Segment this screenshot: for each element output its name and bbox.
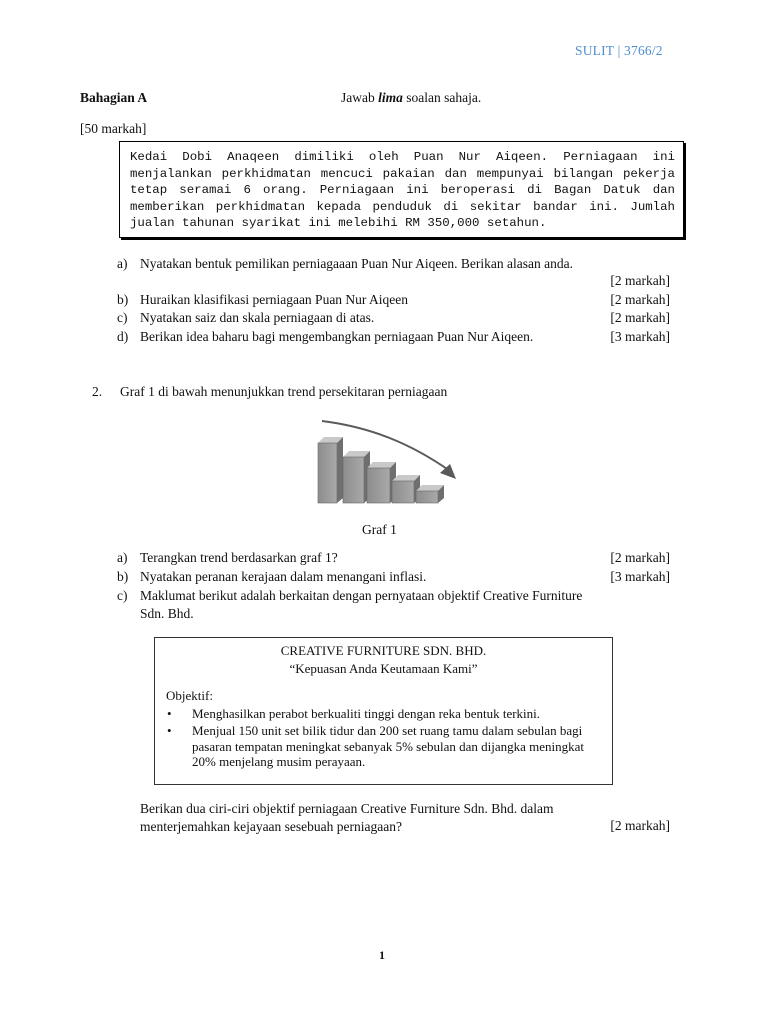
q2-stem: Graf 1 di bawah menunjukkan trend persekitaran perniagaan (120, 384, 448, 399)
q1-marks: [2 markah] (610, 292, 670, 307)
objective-label: Objektif: (166, 688, 213, 703)
q2-number: 2. (92, 384, 103, 399)
section-instruction: Jawab lima soalan sahaja. (341, 90, 482, 105)
q2-final-question (140, 800, 670, 836)
q2-marks: [3 markah] (610, 569, 670, 584)
case-study-text: Kedai Dobi Anaqeen dimiliki oleh Puan Nur Aiqeen. Perniagaan ini menjalankan perkhidmatan mencuci pakaian dan mempunyai bilangan pekerja tetap seramai 6 orang. Perniagaan ini beroperasi di Bagan Datuk dan memberikan perkhidmatan kepada penduduk di sekitar bandar ini. Jumlah jualan tahunan syarikat ini melebihi RM 350,000 setahun. (130, 150, 675, 231)
q2-letter: c) (117, 588, 128, 603)
q2-text: Sdn. Bhd. (140, 606, 194, 621)
q1-letter: d) (117, 329, 129, 344)
graph-caption: Graf 1 (362, 522, 397, 537)
q1-letter: c) (117, 310, 128, 325)
q2-letter: a) (117, 550, 128, 565)
q1-text: Berikan idea baharu bagi mengembangkan perniagaan Puan Nur Aiqeen. (140, 329, 534, 344)
final-question-line: Berikan dua ciri-ciri objektif perniagaan Creative Furniture Sdn. Bhd. dalam (140, 801, 554, 816)
q1-letter: b) (117, 292, 129, 307)
q1-text: Huraikan klasifikasi perniagaan Puan Nur Aiqeen (140, 292, 409, 307)
company-name: CREATIVE FURNITURE SDN. BHD. (280, 643, 487, 658)
company-motto: “Kepuasan Anda Keutamaan Kami” (289, 661, 478, 676)
q1-marks: [2 markah] (610, 310, 670, 325)
q1-text: Nyatakan saiz dan skala perniagaan di atas. (140, 310, 375, 325)
bullet-icon: • (167, 723, 172, 738)
page-number: 1 (379, 948, 385, 962)
q2-text: Maklumat berikut adalah berkaitan dengan pernyataan objektif Creative Furniture (140, 588, 583, 603)
q2-final-marks: [2 markah] (610, 818, 670, 833)
q2-text: Nyatakan peranan kerajaan dalam menangani inflasi. (140, 569, 427, 584)
document-header: SULIT | 3766/2 (575, 43, 663, 58)
q1-text: Nyatakan bentuk pemilikan perniagaaan Puan Nur Aiqeen. Berikan alasan anda. (140, 256, 573, 271)
q1-letter: a) (117, 256, 128, 271)
q2-marks: [2 markah] (610, 550, 670, 565)
q2-letter: b) (117, 569, 129, 584)
bullet-icon: • (167, 706, 172, 721)
q1-marks: [3 markah] (610, 329, 670, 344)
graph-bars (318, 437, 444, 503)
q1-marks: [2 markah] (610, 273, 670, 288)
q2-text: Terangkan trend berdasarkan graf 1? (140, 550, 338, 565)
section-total-marks: [50 markah] (80, 121, 147, 136)
company-objective-box (154, 637, 613, 785)
final-question-line: menterjemahkan kejayaan sesebuah perniagaan? (140, 819, 402, 834)
section-title: Bahagian A (80, 90, 148, 105)
case-study-box (119, 141, 684, 238)
declining-bar-graph-figure (310, 413, 470, 509)
objective-item: Menghasilkan perabot berkualiti tinggi dengan reka bentuk terkini. (192, 706, 541, 721)
objective-item: Menjual 150 unit set bilik tidur dan 200 set ruang tamu dalam sebulan bagi pasaran tempatan meningkat sebanyak 5% sebulan dan dijangka meningkat 20% menjelang musim perayaan. (192, 723, 585, 769)
